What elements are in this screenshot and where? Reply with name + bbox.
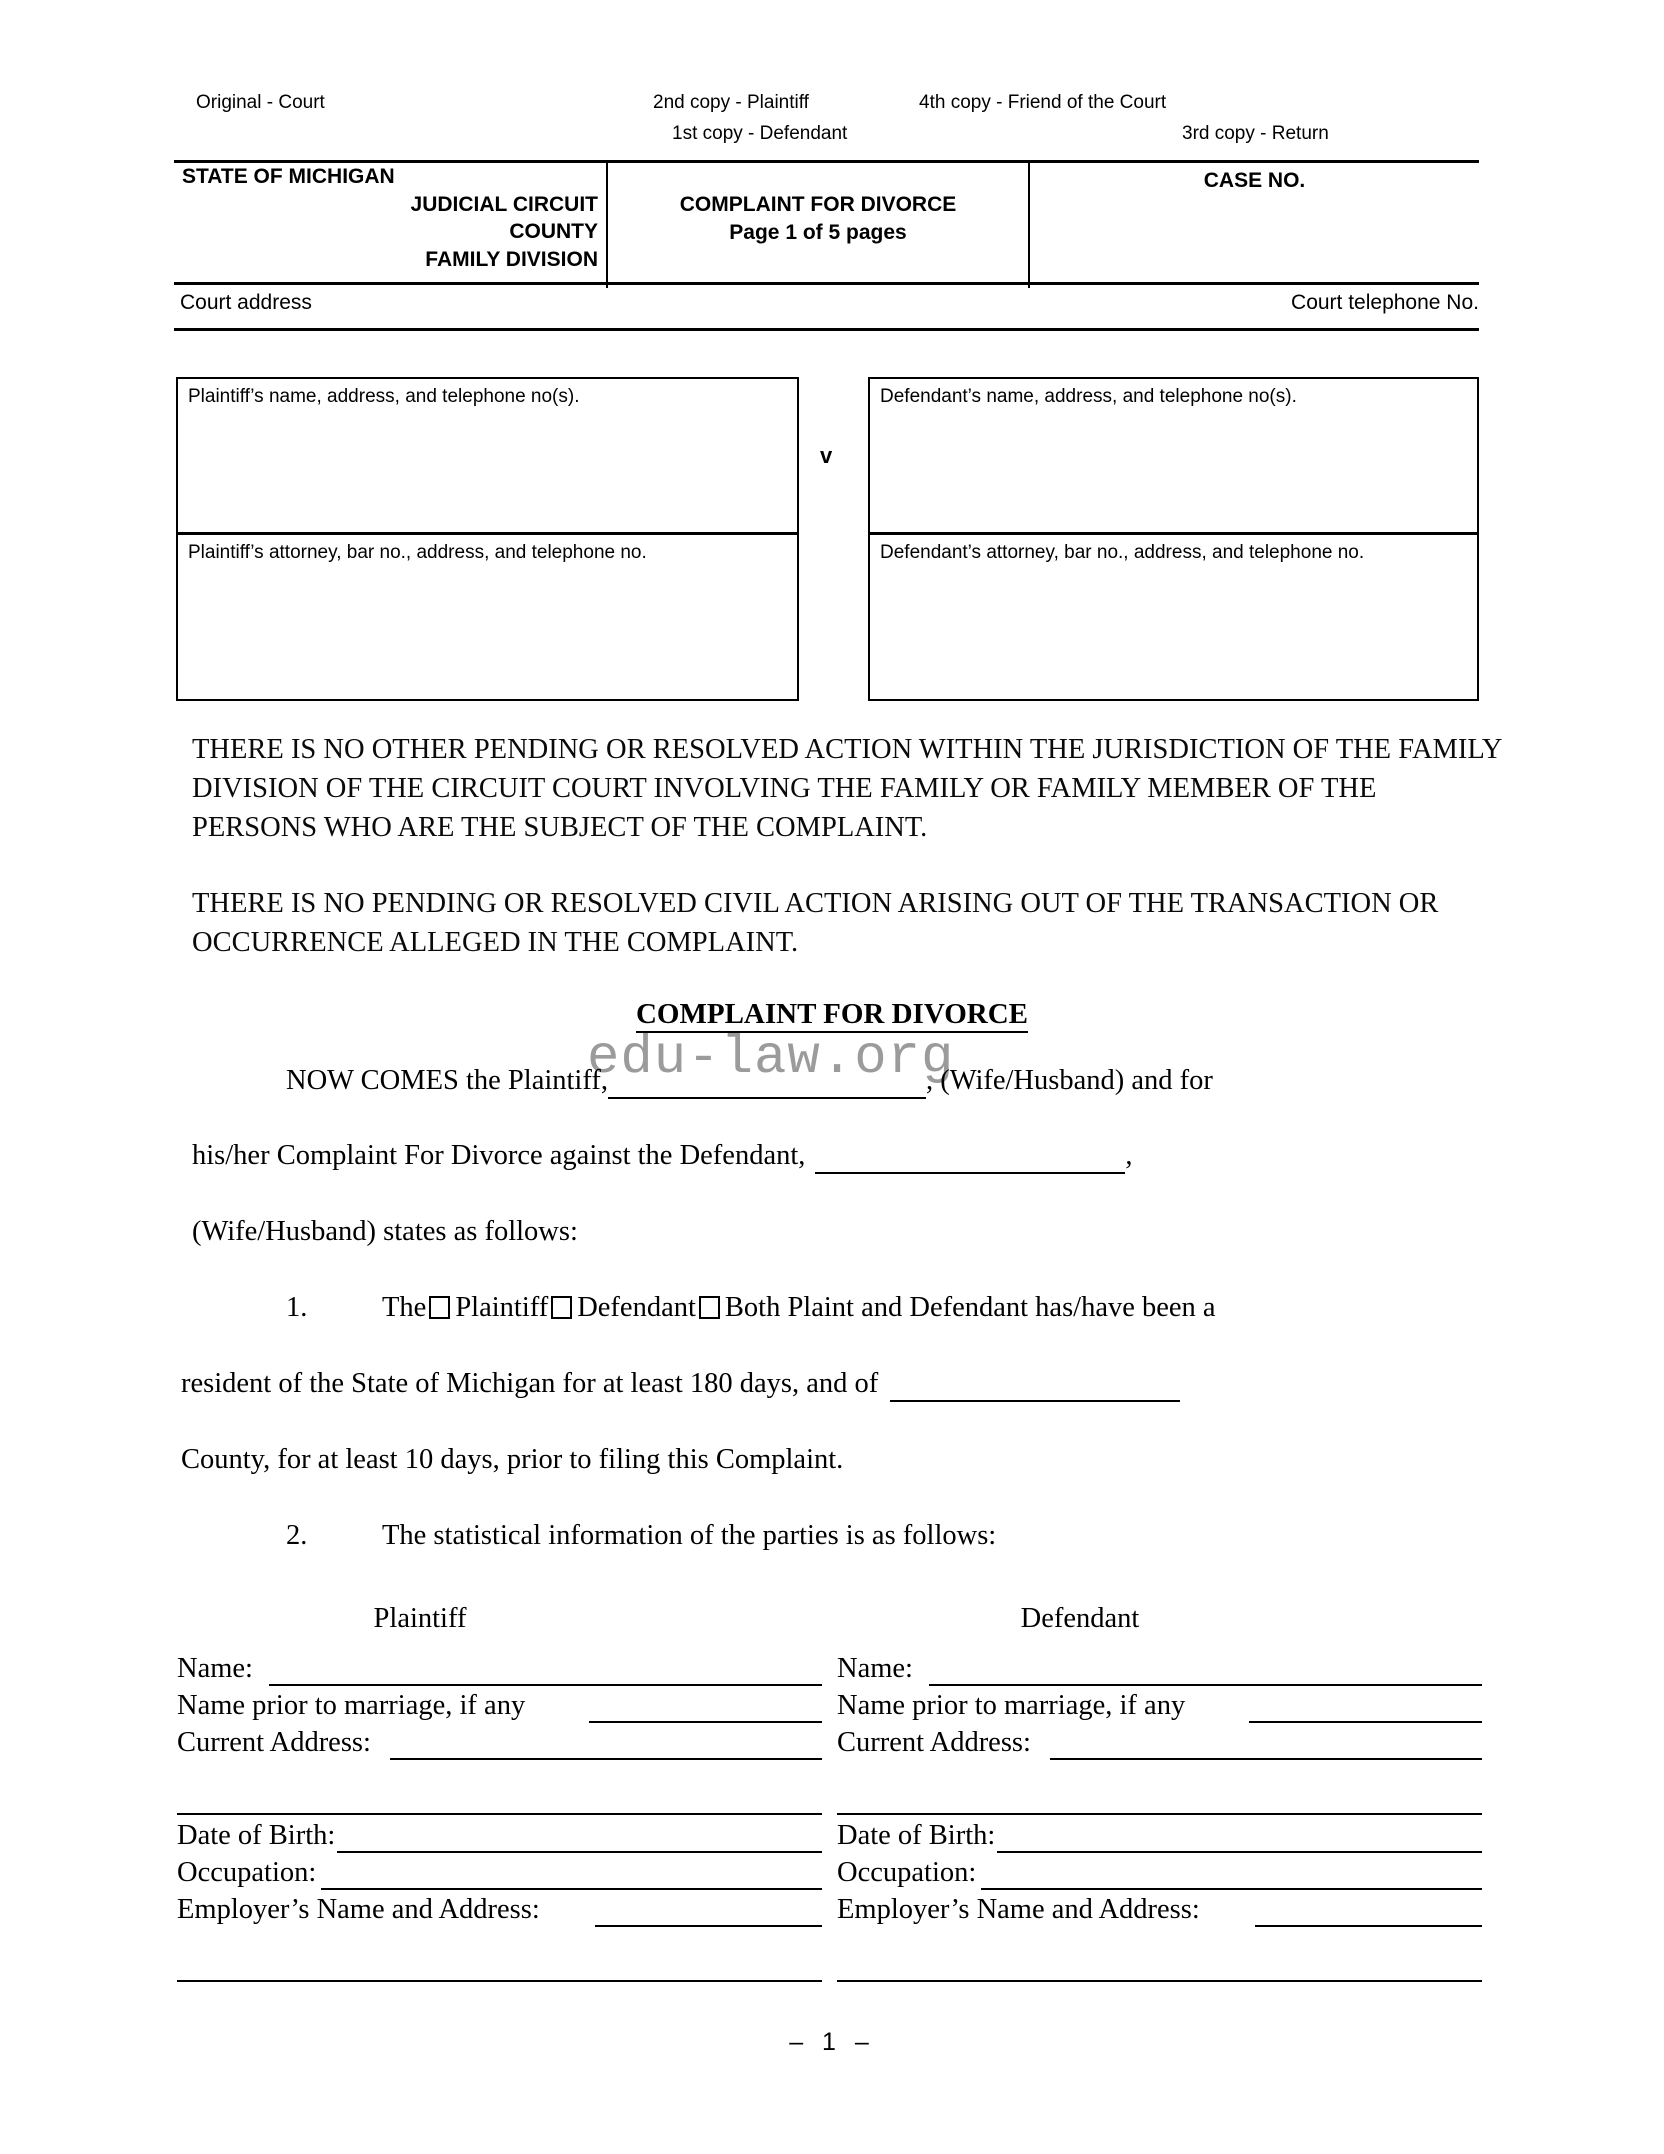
declaration-no-other-action: THERE IS NO OTHER PENDING OR RESOLVED ACTION WITHIN THE JURISDICTION OF THE FAMILY DIVISION OF THE CIRCUIT COURT INVOLVING THE FAMILY OR FAMILY MEMBER OF THE PERSONS WHO ARE THE SUBJECT OF THE COMPLAINT.	[192, 734, 1502, 843]
versus-marker: v	[820, 443, 833, 468]
judicial-circuit-label: JUDICIAL CIRCUIT	[410, 192, 598, 216]
stat-blank-prior-name[interactable]	[589, 1721, 822, 1723]
stat-row-current-address	[837, 1727, 1482, 1764]
residency-text: resident of the State of Michigan for at least 180 days, and of	[181, 1368, 879, 1399]
stat-blank-employer[interactable]	[595, 1925, 822, 1927]
court-telephone-label: Court telephone No.	[1291, 291, 1479, 314]
defendant-attorney-label: Defendant’s attorney, bar no., address, and telephone no.	[880, 542, 1365, 563]
plaintiff-name-label: Plaintiff’s name, address, and telephone no(s).	[188, 386, 580, 407]
checkbox-plaintiff[interactable]	[429, 1296, 450, 1319]
page-footer: – 1 –	[789, 2028, 875, 2056]
stat-row-employer-continued[interactable]	[177, 1931, 822, 1968]
stat-blank-prior-name[interactable]	[1249, 1721, 1482, 1723]
paragraph-wife-husband-states: (Wife/Husband) states as follows:	[192, 1216, 578, 1247]
caption-table	[174, 160, 1479, 285]
item2-text: The statistical information of the parties is as follows:	[382, 1520, 997, 1551]
numbered-item-1	[286, 1292, 1216, 1324]
stat-row-employer-continued[interactable]	[837, 1931, 1482, 1968]
stat-row-employer	[177, 1894, 822, 1931]
stat-blank-current-address[interactable]	[390, 1758, 822, 1760]
state-label: STATE OF MICHIGAN	[182, 165, 395, 188]
county-label: COUNTY	[509, 220, 598, 244]
stat-row-prior-name	[177, 1690, 822, 1727]
now-comes-suffix: , (Wife/Husband) and for	[925, 1065, 1213, 1096]
stat-label-occupation: Occupation:	[837, 1857, 977, 1888]
stat-label-current-address: Current Address:	[837, 1727, 1031, 1758]
family-division-label: FAMILY DIVISION	[425, 248, 598, 272]
court-address-label: Court address	[180, 291, 312, 314]
case-number-cell[interactable]	[1030, 163, 1479, 193]
stat-blank-name[interactable]	[269, 1684, 822, 1686]
form-page-count: Page 1 of 5 pages	[729, 220, 907, 244]
stat-blank-employer-continued[interactable]	[837, 1980, 1482, 1982]
stat-blank-date-of-birth[interactable]	[997, 1851, 1482, 1853]
copy-note-second: 2nd copy - Plaintiff	[653, 92, 809, 113]
page-title	[0, 998, 1664, 1031]
case-no-label: CASE NO.	[1203, 169, 1306, 192]
stat-blank-name[interactable]	[929, 1684, 1482, 1686]
stat-row-occupation	[837, 1857, 1482, 1894]
his-her-prefix: his/her Complaint For Divorce against the Defendant,	[192, 1140, 806, 1171]
paragraph-against-defendant	[192, 1140, 1133, 1174]
stat-blank-occupation[interactable]	[981, 1888, 1482, 1890]
stat-label-date-of-birth: Date of Birth:	[837, 1820, 996, 1851]
copy-note-third: 3rd copy - Return	[1182, 123, 1329, 144]
item1-the: The	[382, 1292, 427, 1323]
numbered-item-2	[286, 1520, 996, 1552]
paragraph-residency	[181, 1368, 1180, 1402]
stat-label-date-of-birth: Date of Birth:	[177, 1820, 336, 1851]
item2-number: 2.	[286, 1520, 308, 1551]
stat-row-current-address	[177, 1727, 822, 1764]
copy-note-first: 1st copy - Defendant	[672, 123, 848, 144]
stat-row-address-continued[interactable]	[837, 1764, 1482, 1801]
court-identification-cell	[174, 163, 602, 274]
stat-blank-occupation[interactable]	[321, 1888, 822, 1890]
stat-column-defendant	[837, 1653, 1482, 1968]
plaintiff-attorney-label: Plaintiff’s attorney, bar no., address, and telephone no.	[188, 542, 647, 563]
stat-row-occupation	[177, 1857, 822, 1894]
stat-blank-address-continued[interactable]	[177, 1813, 822, 1815]
stat-blank-employer[interactable]	[1255, 1925, 1482, 1927]
item1-option-defendant: Defendant	[577, 1292, 696, 1323]
plaintiff-name-blank[interactable]	[608, 1065, 926, 1099]
stat-label-prior-name: Name prior to marriage, if any	[177, 1690, 526, 1721]
paragraph-now-comes	[286, 1065, 1213, 1099]
stat-row-employer	[837, 1894, 1482, 1931]
stat-label-employer: Employer’s Name and Address:	[837, 1894, 1200, 1925]
checkbox-defendant[interactable]	[551, 1296, 572, 1319]
defendant-name-label: Defendant’s name, address, and telephone no(s).	[880, 386, 1297, 407]
form-title: COMPLAINT FOR DIVORCE	[679, 193, 957, 216]
item1-option-plaintiff: Plaintiff	[455, 1292, 549, 1323]
stat-blank-employer-continued[interactable]	[177, 1980, 822, 1982]
caption-bottom-rule	[174, 328, 1479, 331]
stat-label-employer: Employer’s Name and Address:	[177, 1894, 540, 1925]
stat-row-name	[837, 1653, 1482, 1690]
stat-label-occupation: Occupation:	[177, 1857, 317, 1888]
stat-row-date-of-birth	[837, 1820, 1482, 1857]
county-blank[interactable]	[890, 1368, 1180, 1402]
stat-heading-defendant: Defendant	[1020, 1603, 1140, 1634]
stat-label-prior-name: Name prior to marriage, if any	[837, 1690, 1186, 1721]
form-title-cell	[608, 163, 1028, 246]
now-comes-prefix: NOW COMES the Plaintiff,	[286, 1065, 608, 1096]
plaintiff-name-box[interactable]	[176, 377, 799, 534]
stat-blank-current-address[interactable]	[1050, 1758, 1482, 1760]
declaration-no-civil-action: THERE IS NO PENDING OR RESOLVED CIVIL ACTION ARISING OUT OF THE TRANSACTION OR OCCURRENCE ALLEGED IN THE COMPLAINT.	[192, 888, 1439, 958]
copy-note-original: Original - Court	[196, 92, 325, 113]
stat-blank-date-of-birth[interactable]	[337, 1851, 822, 1853]
stat-column-plaintiff	[177, 1653, 822, 1968]
copy-note-fourth: 4th copy - Friend of the Court	[919, 92, 1167, 113]
stat-row-address-continued[interactable]	[177, 1764, 822, 1801]
plaintiff-attorney-box[interactable]	[176, 533, 799, 701]
stat-label-current-address: Current Address:	[177, 1727, 371, 1758]
item1-option-both: Both Plaint and Defendant has/have been a	[724, 1292, 1216, 1323]
defendant-name-box[interactable]	[868, 377, 1479, 534]
stat-label-name: Name:	[177, 1653, 253, 1684]
watermark-edu-law: edu-law.org	[587, 1028, 955, 1089]
stat-row-name	[177, 1653, 822, 1690]
stat-blank-address-continued[interactable]	[837, 1813, 1482, 1815]
stat-label-name: Name:	[837, 1653, 913, 1684]
defendant-attorney-box[interactable]	[868, 533, 1479, 701]
checkbox-both[interactable]	[699, 1296, 720, 1319]
page-title-text: COMPLAINT FOR DIVORCE	[636, 998, 1028, 1033]
his-her-suffix: ,	[1125, 1140, 1133, 1171]
stat-heading-plaintiff: Plaintiff	[373, 1603, 467, 1634]
paragraph-county-days: County, for at least 10 days, prior to filing this Complaint.	[181, 1444, 844, 1475]
stat-row-date-of-birth	[177, 1820, 822, 1857]
defendant-name-blank[interactable]	[815, 1140, 1125, 1174]
stat-row-prior-name	[837, 1690, 1482, 1727]
item1-number: 1.	[286, 1292, 308, 1323]
